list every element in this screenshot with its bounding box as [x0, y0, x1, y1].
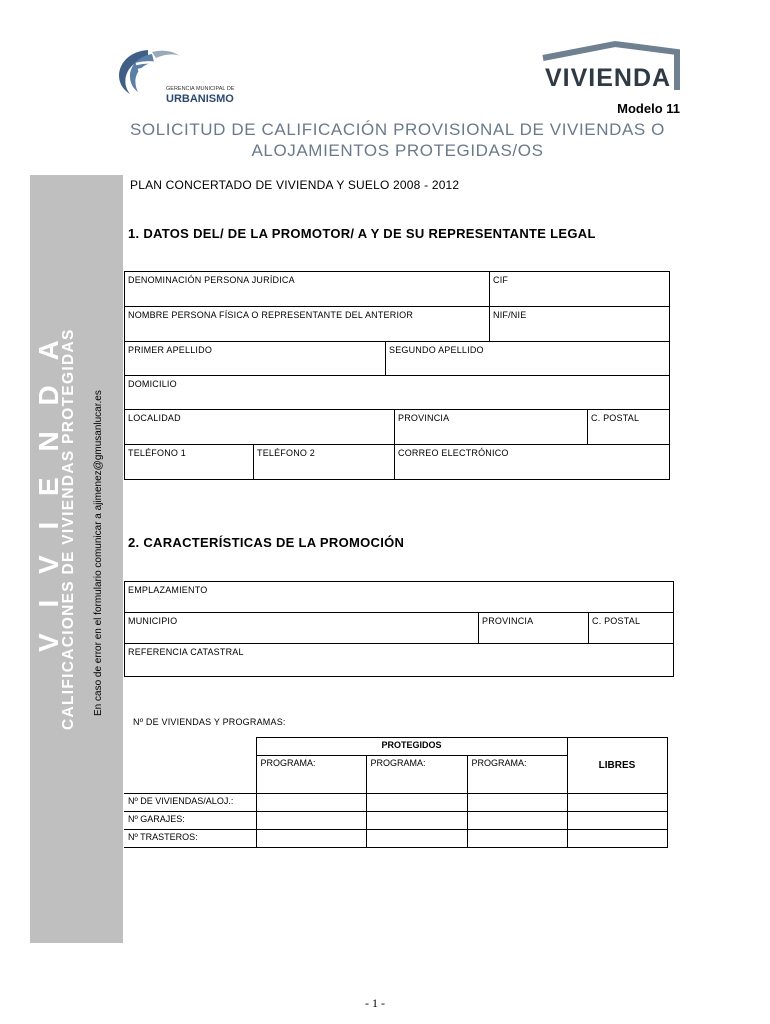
viviendas-row-label: Nº DE VIVIENDAS/ALOJ.: [124, 794, 256, 812]
telefono2-field[interactable] [254, 445, 395, 480]
primer-apellido-field[interactable] [125, 342, 386, 376]
protegidos-header: PROTEGIDOS [256, 738, 567, 756]
urbanismo-logo [108, 42, 248, 108]
emplazamiento-label: EMPLAZAMIENTO [128, 585, 208, 595]
logo-left-line2: URBANISMO [166, 93, 234, 105]
vivienda-logo [535, 40, 685, 95]
provincia-field[interactable] [395, 410, 588, 445]
section1-title: 1. DATOS DEL/ DE LA PROMOTOR/ A Y DE SU REPRESENTANTE LEGAL [128, 226, 596, 241]
promotor-form [124, 271, 670, 480]
side-error-note: En caso de error en el formulario comunicar a ajimenez@gmusanlucar.es [93, 390, 104, 716]
municipio-label: MUNICIPIO [128, 616, 178, 626]
programa-label-1: PROGRAMA: [260, 758, 316, 768]
viviendas-cell-1[interactable] [256, 794, 366, 812]
cpostal-label: C. POSTAL [591, 413, 640, 423]
telefono2-label: TELÉFONO 2 [257, 448, 316, 458]
programa-cell-3[interactable] [467, 756, 567, 794]
garajes-cell-2[interactable] [366, 812, 467, 830]
cif-label: CIF [493, 275, 509, 285]
correo-field[interactable] [395, 445, 670, 480]
promocion-form [124, 581, 674, 677]
programa-cell-2[interactable] [366, 756, 467, 794]
denominacion-label: DENOMINACIÓN PERSONA JURÍDICA [128, 275, 295, 285]
provincia-label: PROVINCIA [398, 413, 450, 423]
programa-label-3: PROGRAMA: [471, 758, 527, 768]
cpostal-field[interactable] [588, 410, 670, 445]
trasteros-cell-3[interactable] [467, 830, 567, 848]
municipio-field[interactable] [125, 613, 479, 644]
localidad-field[interactable] [125, 410, 395, 445]
denominacion-field[interactable] [125, 272, 490, 307]
segundo-apellido-label: SEGUNDO APELLIDO [389, 345, 484, 355]
garajes-row-label: Nº GARAJES: [124, 812, 256, 830]
trasteros-cell-2[interactable] [366, 830, 467, 848]
telefono1-label: TELÉFONO 1 [128, 448, 187, 458]
plan-subtitle: PLAN CONCERTADO DE VIVIENDA Y SUELO 2008 - 2012 [130, 178, 460, 192]
programs-table [124, 737, 668, 848]
title-line1: SOLICITUD DE CALIFICACIÓN PROVISIONAL DE VIVIENDAS O [129, 120, 665, 139]
garajes-cell-3[interactable] [467, 812, 567, 830]
primer-apellido-label: PRIMER APELLIDO [128, 345, 213, 355]
title-line2: ALOJAMIENTOS PROTEGIDAS/OS [251, 141, 544, 160]
referencia-field[interactable] [125, 644, 674, 677]
viviendas-cell-libres[interactable] [567, 794, 667, 812]
emplazamiento-field[interactable] [125, 582, 674, 613]
segundo-apellido-field[interactable] [386, 342, 670, 376]
telefono1-field[interactable] [125, 445, 254, 480]
provincia2-field[interactable] [479, 613, 589, 644]
side-title-calificaciones: CALIFICACIONES DE VIVIENDAS PROTEGIDAS [60, 328, 77, 730]
trasteros-row-label: Nº TRASTEROS: [124, 830, 256, 848]
domicilio-field[interactable] [125, 376, 670, 410]
viviendas-programas-label: Nº DE VIVIENDAS Y PROGRAMAS: [133, 717, 286, 727]
programa-cell-1[interactable] [256, 756, 366, 794]
trasteros-cell-1[interactable] [256, 830, 366, 848]
nif-label: NIF/NIE [493, 310, 527, 320]
side-title-vivienda: V I V I E N D A [33, 331, 64, 652]
programa-label-2: PROGRAMA: [370, 758, 426, 768]
section2-title: 2. CARACTERÍSTICAS DE LA PROMOCIÓN [128, 535, 405, 550]
logo-left-line1: GERENCIA MUNICIPAL DE [166, 86, 235, 92]
page-title [105, 119, 690, 161]
localidad-label: LOCALIDAD [128, 413, 181, 423]
garajes-cell-libres[interactable] [567, 812, 667, 830]
trasteros-cell-libres[interactable] [567, 830, 667, 848]
nif-field[interactable] [490, 307, 670, 342]
page-number: - 1 - [365, 996, 385, 1010]
viviendas-cell-2[interactable] [366, 794, 467, 812]
viviendas-cell-3[interactable] [467, 794, 567, 812]
modelo-label: Modelo 11 [617, 101, 680, 116]
logo-right-text: VIVIENDA [545, 64, 672, 92]
correo-label: CORREO ELECTRÓNICO [398, 448, 509, 458]
cpostal2-label: C. POSTAL [592, 616, 641, 626]
referencia-label: REFERENCIA CATASTRAL [128, 647, 244, 657]
garajes-cell-1[interactable] [256, 812, 366, 830]
nombre-label: NOMBRE PERSONA FÍSICA O REPRESENTANTE DEL ANTERIOR [128, 310, 414, 320]
cpostal2-field[interactable] [589, 613, 674, 644]
provincia2-label: PROVINCIA [482, 616, 534, 626]
cif-field[interactable] [490, 272, 670, 307]
libres-header: LIBRES [567, 738, 667, 794]
domicilio-label: DOMICILIO [128, 379, 177, 389]
nombre-field[interactable] [125, 307, 490, 342]
